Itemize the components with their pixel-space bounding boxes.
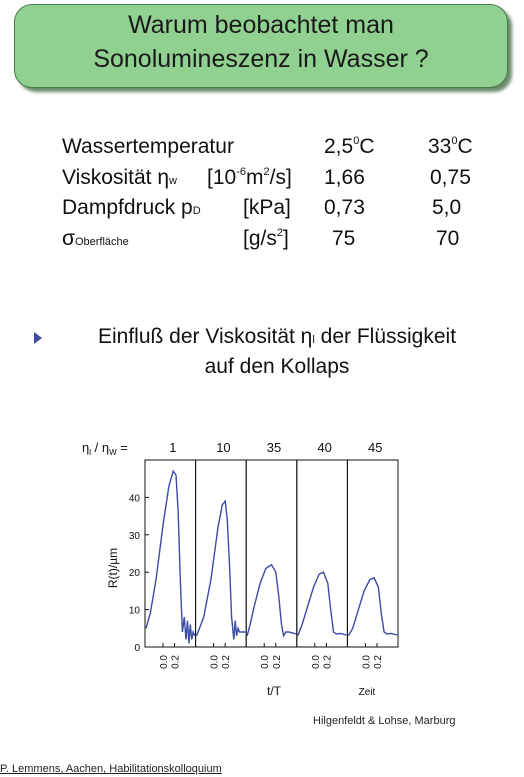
x-axis-label: t/T — [267, 684, 281, 698]
series-line — [348, 578, 397, 636]
surface-unit: $[g/s^2]$ — [243, 227, 289, 250]
x-tick-label: 0.0 — [159, 655, 170, 669]
x-tick-label: 0.0 — [310, 655, 322, 669]
x-tick-label: 0.2 — [271, 655, 283, 669]
panel-frame — [246, 460, 297, 647]
credit-text: Hilgenfeldt & Lohse, Marburg — [313, 715, 456, 727]
viscosity-unit: $[10^{-6}m^2/s]$ — [207, 166, 292, 189]
panel-ratio-label: 1 — [169, 440, 177, 455]
surface-value-2: 70 — [436, 227, 460, 250]
x-tick-label: 0.2 — [372, 655, 384, 669]
y-tick-label: 40 — [128, 493, 140, 505]
panel-frame — [145, 460, 196, 647]
series-line — [197, 501, 246, 639]
table-header-col1: $2,5^0C$ — [324, 135, 375, 158]
y-tick-label: 10 — [128, 605, 140, 617]
panel-ratio-label: 40 — [317, 440, 332, 455]
title-box — [14, 4, 508, 88]
x-tick-label: 0.2 — [170, 655, 182, 669]
vapor-value-1: 0,73 — [324, 196, 365, 219]
surface-label: σOberfläche — [62, 227, 129, 250]
x-tick-label: 0.0 — [260, 655, 272, 669]
table-header-col2: $33^0C$ — [428, 135, 473, 158]
title-line-2: Sonolumineszenz in Wasser ? — [93, 45, 429, 73]
y-tick-label: 0 — [134, 643, 140, 654]
table-header-label: Wassertemperatur — [62, 135, 234, 158]
y-tick-label: 20 — [128, 568, 140, 580]
series-line — [247, 565, 296, 636]
bullet-line-2: auf den Kollaps — [204, 355, 350, 378]
vapor-unit: [kPa] — [243, 196, 291, 219]
x-tick-label: 0.0 — [209, 655, 221, 669]
panel-ratio-label: 35 — [266, 440, 282, 455]
footer-text: P. Lemmens, Aachen, Habilitationskolloquium — [0, 763, 222, 775]
viscosity-value-1: 1,66 — [324, 166, 365, 189]
bullet-arrow-icon — [34, 332, 42, 344]
x-tick-label: 0.2 — [322, 655, 334, 669]
x-tick-label: 0.2 — [221, 655, 233, 669]
viscosity-value-2: 0,75 — [430, 166, 471, 189]
vapor-label: Dampfdruck pD — [62, 196, 201, 219]
radius-chart — [0, 420, 524, 720]
x-axis-label-zeit: Zeit — [358, 687, 376, 698]
y-axis-label: R(t)/µm — [106, 547, 120, 589]
surface-value-1: 75 — [332, 227, 356, 250]
bullet-line-1: Einfluß der Viskosität ηl der Flüssigkeit — [97, 325, 457, 348]
title-line-1: Warum beobachtet man — [128, 11, 394, 39]
panel-ratio-label: 45 — [367, 440, 383, 455]
series-line — [146, 471, 195, 643]
chart-header: $\eta_l / \eta_W$ = — [82, 440, 128, 457]
viscosity-label: Viskosität ηw — [62, 166, 177, 189]
panel-ratio-label: 10 — [216, 440, 231, 455]
vapor-value-2: 5,0 — [432, 196, 462, 219]
x-tick-label: 0.0 — [361, 655, 373, 669]
series-line — [298, 572, 347, 636]
y-tick-label: 30 — [128, 530, 140, 542]
